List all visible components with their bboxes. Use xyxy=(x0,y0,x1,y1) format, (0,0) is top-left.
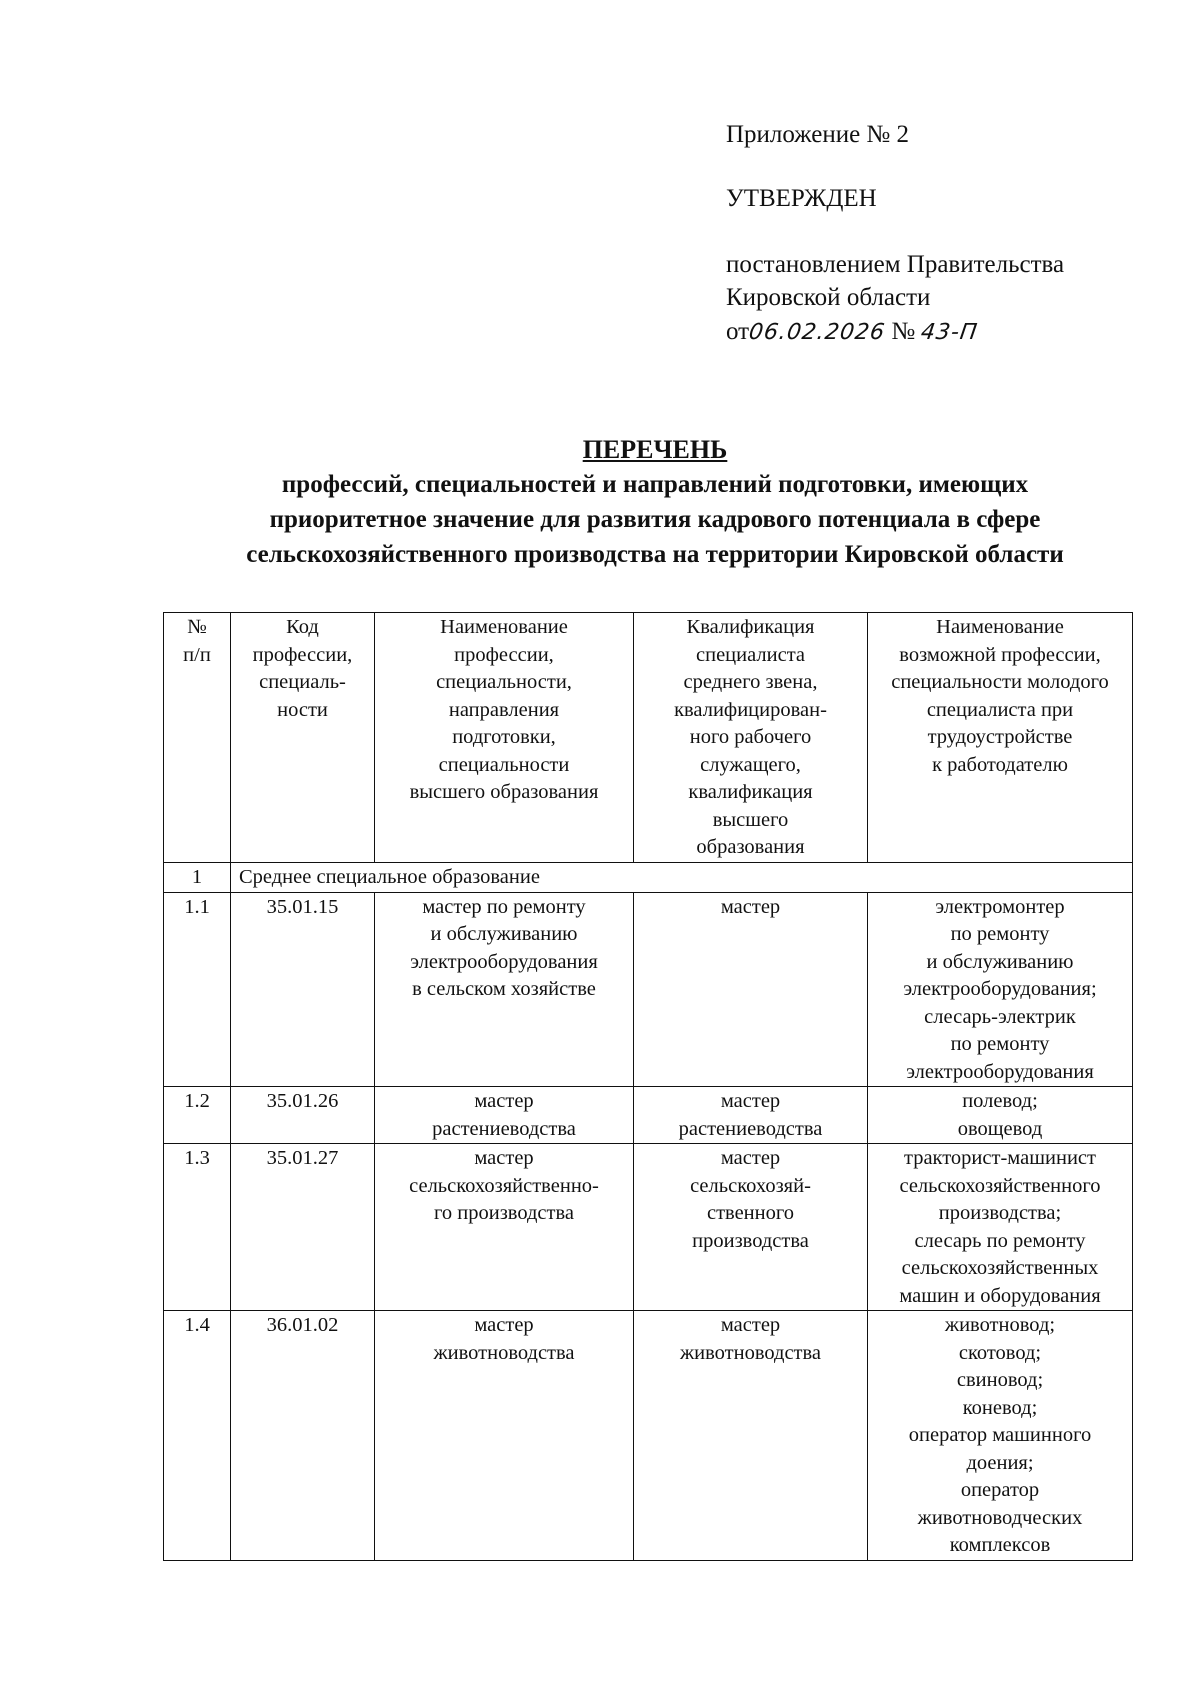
approval-date-line xyxy=(726,315,1166,349)
row-code: 35.01.15 xyxy=(231,892,375,1087)
row-positions: полевод; овощевод xyxy=(868,1087,1133,1144)
professions-table xyxy=(163,612,1133,1561)
row-num: 1.1 xyxy=(164,892,231,1087)
approved-label: УТВЕРЖДЕН xyxy=(726,184,877,212)
title-line-3: сельскохозяйственного производства на территории Кировской области xyxy=(246,541,1064,568)
row-qualification: мастер животноводства xyxy=(634,1311,868,1561)
row-name: мастер животноводства xyxy=(375,1311,634,1561)
row-name: мастер по ремонту и обслуживанию электрооборудования в сельском хозяйстве xyxy=(375,892,634,1087)
header-name: Наименование профессии, специальности, направления подготовки, специальности высшего образования xyxy=(375,613,634,863)
header-qualification: Квалификация специалиста среднего звена, квалифицирован- ного рабочего служащего, квалификация высшего образования xyxy=(634,613,868,863)
document-title xyxy=(160,432,1150,572)
header-num: № п/п xyxy=(164,613,231,863)
section-title: Среднее специальное образование xyxy=(231,863,1133,893)
title-main: ПЕРЕЧЕНЬ xyxy=(582,435,728,464)
title-line-2: приоритетное значение для развития кадрового потенциала в сфере xyxy=(269,506,1041,533)
row-code: 36.01.02 xyxy=(231,1311,375,1561)
handwritten-number: 43-П xyxy=(919,320,980,345)
table-header-row xyxy=(164,613,1133,863)
approval-block xyxy=(726,118,1166,349)
header-positions: Наименование возможной профессии, специальности молодого специалиста при трудоустройстве к работодателю xyxy=(868,613,1133,863)
row-qualification: мастер xyxy=(634,892,868,1087)
row-num: 1.4 xyxy=(164,1311,231,1561)
row-code: 35.01.26 xyxy=(231,1087,375,1144)
row-name: мастер сельскохозяйственно- го производства xyxy=(375,1144,634,1311)
row-qualification: мастер сельскохозяй- ственного производства xyxy=(634,1144,868,1311)
table-row xyxy=(164,1144,1133,1311)
table-row xyxy=(164,1311,1133,1561)
row-name: мастер растениеводства xyxy=(375,1087,634,1144)
row-qualification: мастер растениеводства xyxy=(634,1087,868,1144)
number-prefix: № xyxy=(891,318,916,345)
section-row xyxy=(164,863,1133,893)
row-positions: животновод; скотовод; свиновод; коневод; оператор машинного доения; оператор животноводческих комплексов xyxy=(868,1311,1133,1561)
approved-by-line1: постановлением Правительства xyxy=(726,250,1065,278)
row-num: 1.2 xyxy=(164,1087,231,1144)
row-num: 1.3 xyxy=(164,1144,231,1311)
table-row xyxy=(164,892,1133,1087)
header-code: Код профессии, специаль- ности xyxy=(231,613,375,863)
row-code: 35.01.27 xyxy=(231,1144,375,1311)
table-row xyxy=(164,1087,1133,1144)
title-line-1: профессий, специальностей и направлений подготовки, имеющих xyxy=(281,471,1029,498)
approved-by-line2: Кировской области xyxy=(726,284,931,312)
appendix-label: Приложение № 2 xyxy=(726,121,910,148)
date-prefix: от xyxy=(726,318,750,345)
handwritten-date: 06.02.2026 xyxy=(747,320,887,345)
row-positions: тракторист-машинист сельскохозяйственного производства; слесарь по ремонту сельскохозяйственных машин и оборудования xyxy=(868,1144,1133,1311)
row-positions: электромонтер по ремонту и обслуживанию электрооборудования; слесарь-электрик по ремонту электрооборудования xyxy=(868,892,1133,1087)
section-num: 1 xyxy=(164,863,231,893)
